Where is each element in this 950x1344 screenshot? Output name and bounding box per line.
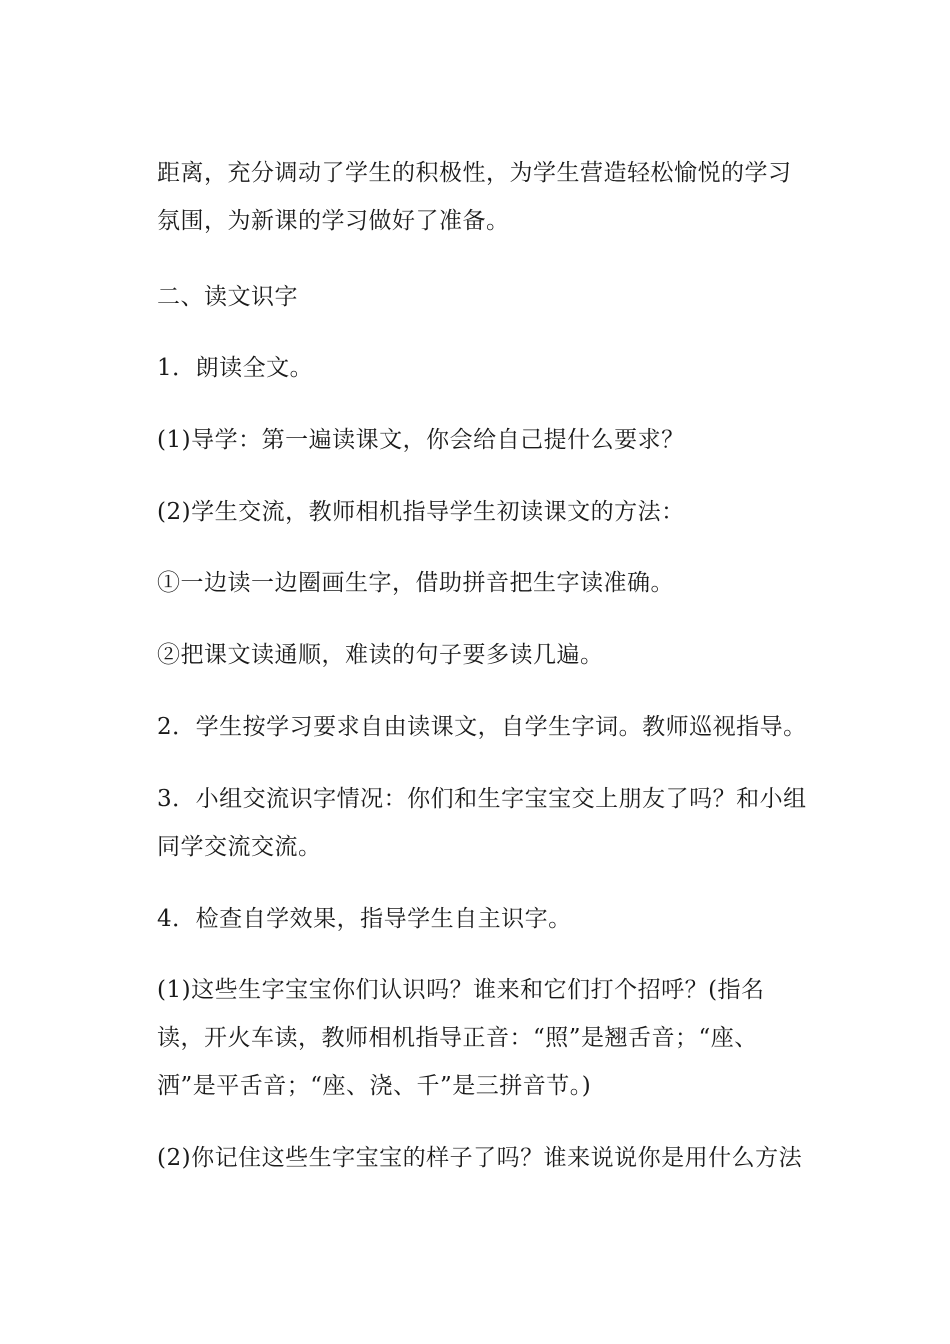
text-line: ①一边读一边圈画生字，借助拼音把生字读准确。	[157, 570, 674, 596]
text-line: 1．朗读全文。	[157, 355, 314, 381]
text-line: (2)学生交流，教师相机指导学生初读课文的方法：	[157, 499, 685, 525]
text-line: 4．检查自学效果，指导学生自主识字。	[157, 906, 572, 932]
text-line: 距离，充分调动了学生的积极性，为学生营造轻松愉悦的学习	[157, 160, 792, 186]
text-line: 读，开火车读，教师相机指导正音：“照”是翘舌音；“座、	[157, 1025, 758, 1051]
paragraph-intro-continuation	[157, 149, 837, 245]
text-line: 2．学生按学习要求自由读课文，自学生字词。教师巡视指导。	[157, 714, 807, 740]
text-line: 二、读文识字	[157, 284, 298, 310]
circled-item-1	[157, 559, 837, 607]
section-heading	[157, 273, 837, 321]
text-line: 洒”是平舌音；“座、浇、千”是三拼音节。)	[157, 1073, 592, 1099]
text-line: (1)导学：第一遍读课文，你会给自己提什么要求？	[157, 427, 685, 453]
text-line: 同学交流交流。	[157, 834, 322, 860]
list-item-1	[157, 344, 837, 392]
text-line: 氛围，为新课的学习做好了准备。	[157, 208, 510, 234]
sub-item-4-1	[157, 966, 837, 1110]
list-item-2	[157, 703, 837, 751]
list-item-4	[157, 895, 837, 943]
list-item-3	[157, 775, 837, 871]
sub-item-4-2	[157, 1134, 837, 1182]
text-line: ②把课文读通顺，难读的句子要多读几遍。	[157, 642, 604, 668]
text-line: (1)这些生字宝宝你们认识吗？谁来和它们打个招呼？(指名	[157, 977, 765, 1003]
text-line: 3．小组交流识字情况：你们和生字宝宝交上朋友了吗？和小组	[157, 786, 807, 812]
circled-item-2	[157, 631, 837, 679]
sub-item-1-2	[157, 488, 837, 536]
text-line: (2)你记住这些生字宝宝的样子了吗？谁来说说你是用什么方法	[157, 1145, 803, 1171]
sub-item-1-1	[157, 416, 837, 464]
